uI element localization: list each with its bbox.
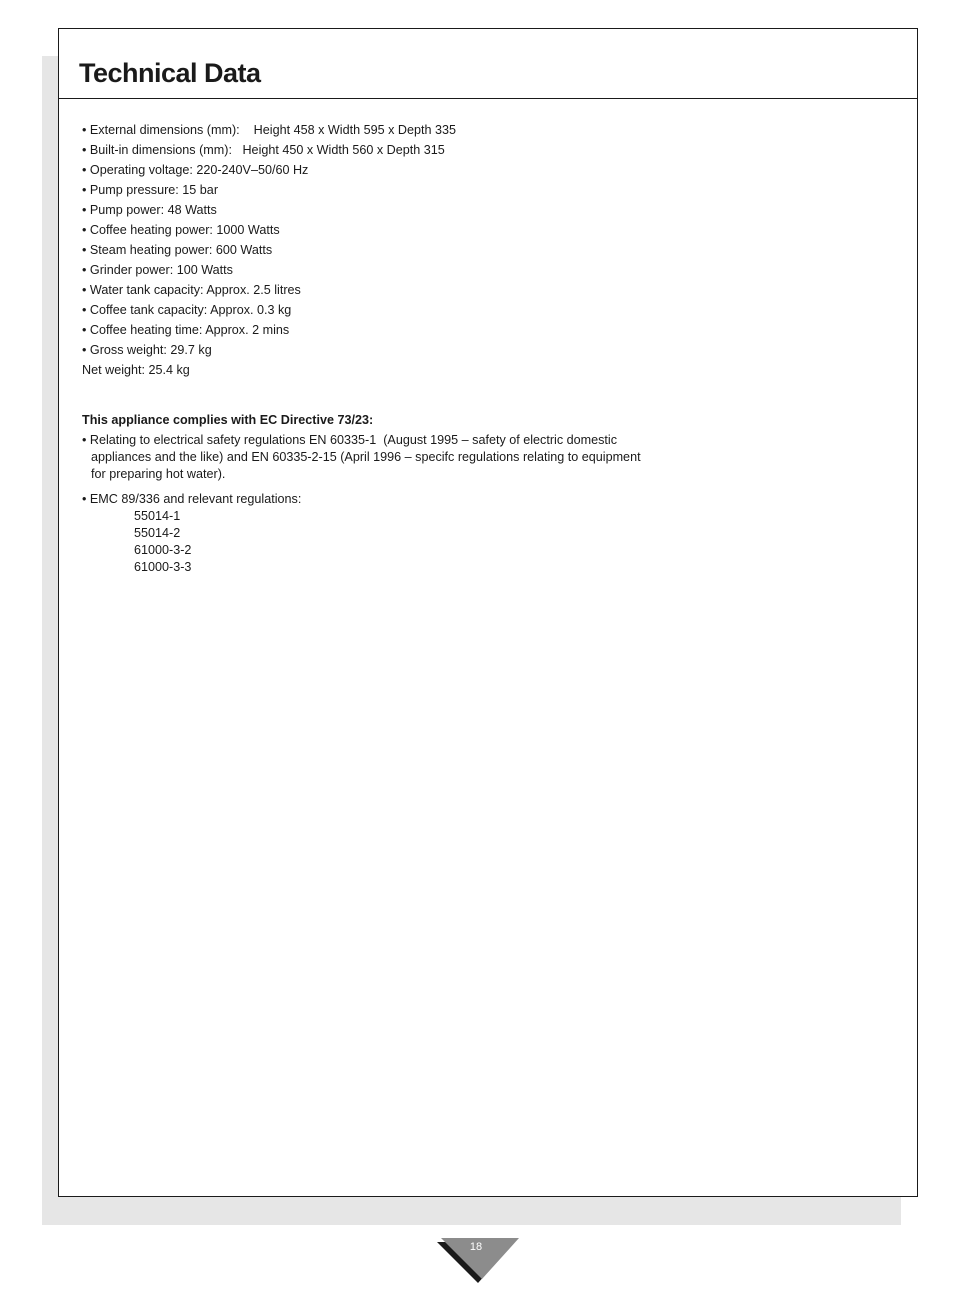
safety-line: appliances and the like) and EN 60335-2-15 (April 1996 – specifc regulations relating to equipment (91, 450, 641, 464)
emc-code: 55014-2 (134, 526, 181, 540)
content-body (82, 120, 782, 576)
spec-item-steam-heating-power: • Steam heating power: 600 Watts (82, 243, 273, 257)
emc-label: • EMC 89/336 and relevant regulations: (82, 492, 302, 506)
safety-line: • Relating to electrical safety regulations EN 60335-1 (August 1995 – safety of electric domestic (82, 433, 618, 447)
emc-code: 61000-3-3 (134, 560, 192, 574)
emc-block (82, 491, 782, 576)
spec-item-operating-voltage: • Operating voltage: 220-240V–50/60 Hz (82, 163, 309, 177)
spec-item-coffee-heating-power: • Coffee heating power: 1000 Watts (82, 223, 280, 237)
page-title: Technical Data (79, 58, 261, 88)
emc-code-list (82, 508, 782, 576)
safety-regulations-text (82, 432, 782, 483)
content-frame (58, 28, 918, 1197)
compliance-section (82, 412, 782, 576)
spec-item-gross-weight: • Gross weight: 29.7 kg (82, 343, 212, 357)
spec-item-built-in-dimensions: • Built-in dimensions (mm): Height 450 x Width 560 x Depth 315 (82, 143, 445, 157)
emc-code: 61000-3-2 (134, 543, 192, 557)
spec-item-coffee-heating-time: • Coffee heating time: Approx. 2 mins (82, 323, 290, 337)
spec-item-water-tank-capacity: • Water tank capacity: Approx. 2.5 litres (82, 283, 301, 297)
spec-item-grinder-power: • Grinder power: 100 Watts (82, 263, 233, 277)
page-number: 18 (469, 1241, 483, 1253)
page-number-marker (437, 1238, 519, 1284)
spec-item-coffee-tank-capacity: • Coffee tank capacity: Approx. 0.3 kg (82, 303, 292, 317)
spec-item-net-weight: Net weight: 25.4 kg (82, 363, 190, 377)
safety-line: for preparing hot water). (91, 467, 226, 481)
emc-code: 55014-1 (134, 509, 181, 523)
spec-list (82, 120, 782, 380)
spec-item-pump-power: • Pump power: 48 Watts (82, 203, 217, 217)
header-bar (59, 29, 917, 99)
spec-item-pump-pressure: • Pump pressure: 15 bar (82, 183, 219, 197)
spec-item-external-dimensions: • External dimensions (mm): Height 458 x Width 595 x Depth 335 (82, 123, 456, 137)
compliance-heading: This appliance complies with EC Directive 73/23: (82, 413, 374, 427)
